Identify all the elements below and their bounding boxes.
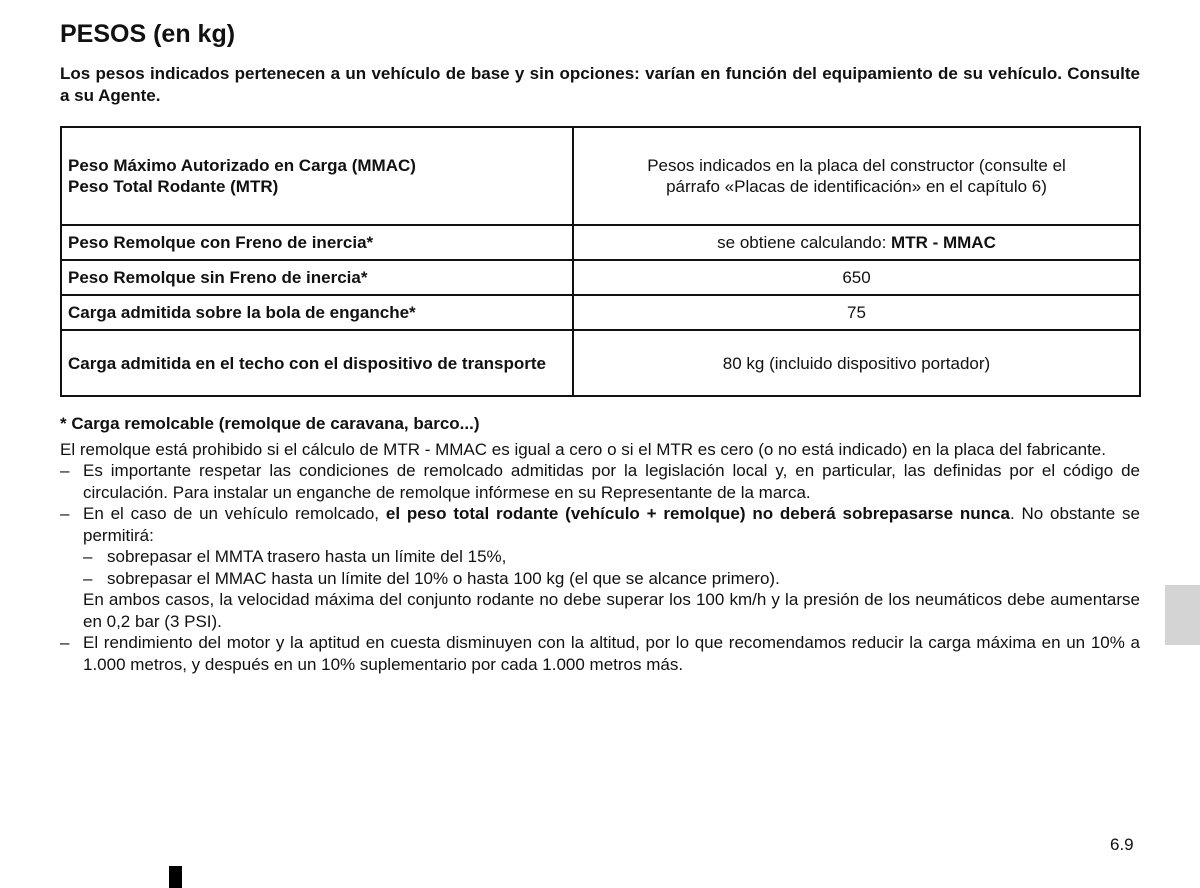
- sub-list-item: [83, 568, 1140, 590]
- sub-list-item-text: sobrepasar el MMTA trasero hasta un límite del 15%,: [107, 547, 507, 566]
- list-item-suffix: . No obstante se permitirá:: [83, 504, 1141, 545]
- table-row: [61, 225, 1140, 260]
- footnote-title: * Carga remolcable (remolque de caravana, barco...): [60, 414, 480, 433]
- list-item-text: El rendimiento del motor y la aptitud en cuesta disminuyen con la altitud, por lo que recomendamos reducir la carga máxima en un 10% a 1.000 metros, y después en un 10% suplementario por cada 1.000 metros más.: [83, 633, 1140, 674]
- sub-list-item-text: sobrepasar el MMAC hasta un límite del 10% o hasta 100 kg (el que se alcance primero).: [107, 568, 780, 588]
- list-item-prefix: En el caso de un vehículo remolcado,: [83, 504, 386, 523]
- chapter-tab-marker: [1165, 585, 1200, 645]
- table-row-label: Peso Remolque sin Freno de inercia*: [61, 260, 573, 295]
- dash-bullet: –: [83, 547, 93, 566]
- weights-table: [60, 126, 1141, 397]
- list-item-continuation: En ambos casos, la velocidad máxima del conjunto rodante no debe superar los 100 km/h y la presión de los neumáticos debe aumentarse en 0,2 bar (3 PSI).: [83, 590, 1140, 631]
- table-row: [61, 127, 1140, 225]
- sub-list-item: [83, 546, 1140, 568]
- table-row: [61, 330, 1140, 396]
- table-row-label: Carga admitida sobre la bola de enganche*: [61, 295, 573, 330]
- notes-section: [60, 413, 1140, 675]
- dash-bullet: –: [60, 504, 70, 523]
- value-formula: MTR - MMAC: [891, 233, 996, 252]
- page-title: PESOS (en kg): [60, 20, 236, 48]
- table-row-value: [573, 225, 1140, 260]
- intro-text: Los pesos indicados pertenecen a un vehículo de base y sin opciones: varían en función del equipamiento de su vehículo. Consulte a su Agente.: [60, 64, 1140, 105]
- dash-bullet: –: [60, 461, 70, 480]
- table-row-value: [573, 127, 1140, 225]
- list-item-text: Es importante respetar las condiciones de remolcado admitidas por la legislación local y, en particular, las definidas por el código de circulación. Para instalar un enganche de remolque infórmese en su Representante de la marca.: [83, 461, 1140, 502]
- table-row-value: 80 kg (incluido dispositivo portador): [573, 330, 1140, 396]
- table-row-value: 650: [573, 260, 1140, 295]
- list-item-text: [83, 503, 1140, 546]
- list-item: [60, 460, 1140, 503]
- crop-mark: [169, 866, 182, 888]
- dash-bullet: –: [83, 568, 93, 588]
- table-row-label: Carga admitida en el techo con el dispositivo de transporte: [61, 330, 573, 396]
- table-row: [61, 295, 1140, 330]
- label-line: Peso Total Rodante (MTR): [68, 177, 279, 196]
- notes-paragraph: El remolque está prohibido si el cálculo de MTR - MMAC es igual a cero o si el MTR es cero (o no está indicado) en la placa del fabricante.: [60, 439, 1106, 459]
- list-item-emphasis: el peso total rodante (vehículo + remolque) no deberá sobrepasarse nunca: [385, 504, 1010, 523]
- value-line: Pesos indicados en la placa del constructor (consulte el: [647, 156, 1066, 175]
- table-row: [61, 260, 1140, 295]
- table-row-value: 75: [573, 295, 1140, 330]
- value-line: párrafo «Placas de identificación» en el capítulo 6): [666, 177, 1047, 196]
- table-row-label: [61, 127, 573, 225]
- list-item: [60, 503, 1140, 632]
- value-prefix: se obtiene calculando:: [717, 233, 892, 252]
- table-row-label: Peso Remolque con Freno de inercia*: [61, 225, 573, 260]
- page-number: 6.9: [1110, 835, 1134, 854]
- label-line: Peso Máximo Autorizado en Carga (MMAC): [68, 156, 416, 175]
- dash-bullet: –: [60, 633, 70, 652]
- list-item: [60, 632, 1140, 675]
